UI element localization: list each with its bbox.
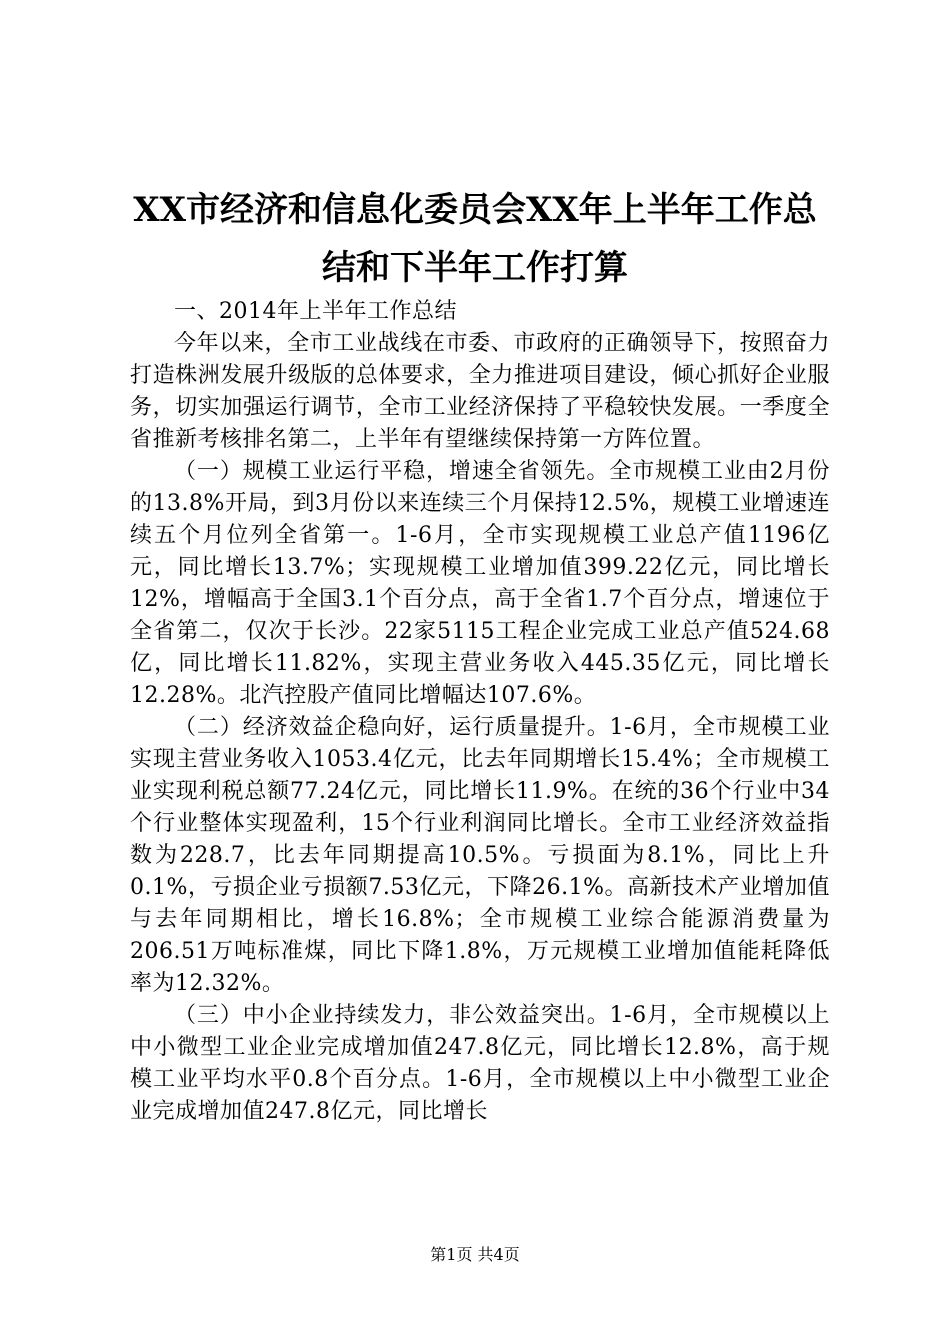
paragraph-economic-benefits: （二）经济效益企稳向好，运行质量提升。1-6月，全市规模工业实现主营业务收入1053.4亿元，比去年同期增长15.4%；全市规模工业实现利税总额77.24亿元，同比增长11.9%。在统的36个行业中34个行业整体实现盈利，15个行业利润同比增长。全市工业经济效益指数为228.7，比去年同期提高10.5%。亏损面为8.1%，同比上升0.1%，亏损企业亏损额7.53亿元，下降26.1%。高新技术产业增加值与去年同期相比，增长16.8%；全市规模工业综合能源消费量为206.51万吨标准煤，同比下降1.8%，万元规模工业增加值能耗降低率为12.32%。	[130, 715, 830, 996]
document-title-line-1: XX市经济和信息化委员会XX年上半年工作总	[133, 190, 817, 230]
document-title-line-2: 结和下半年工作打算	[322, 248, 628, 288]
paragraph-industrial-growth: （一）规模工业运行平稳，增速全省领先。全市规模工业由2月份的13.8%开局，到3月份以来连续三个月保持12.5%，规模工业增速连续五个月位列全省第一。1-6月，全市实现规模工业总产值1196亿元，同比增长13.7%；实现规模工业增加值399.22亿元，同比增长12%，增幅高于全国3.1个百分点，高于全省1.7个百分点，增速位于全省第二，仅次于长沙。22家5115工程企业完成工业总产值524.68亿，同比增长11.82%，实现主营业务收入445.35亿元，同比增长12.28%。北汽控股产值同比增幅达107.6%。	[130, 459, 830, 708]
paragraph-sme: （三）中小企业持续发力，非公效益突出。1-6月，全市规模以上中小微型工业企业完成增加值247.8亿元，同比增长12.8%，高于规模工业平均水平0.8个百分点。1-6月，全市规模以上中小微型工业企业完成增加值247.8亿元，同比增长	[130, 1003, 830, 1124]
paragraph-intro: 今年以来，全市工业战线在市委、市政府的正确领导下，按照奋力打造株洲发展升级版的总体要求，全力推进项目建设，倾心抓好企业服务，切实加强运行调节，全市工业经济保持了平稳较快发展。一季度全省推新考核排名第二，上半年有望继续保持第一方阵位置。	[130, 331, 830, 452]
document-body	[130, 296, 830, 1128]
page-indicator: 第1页 共4页	[430, 1245, 520, 1264]
section-heading: 一、2014年上半年工作总结	[174, 299, 457, 324]
